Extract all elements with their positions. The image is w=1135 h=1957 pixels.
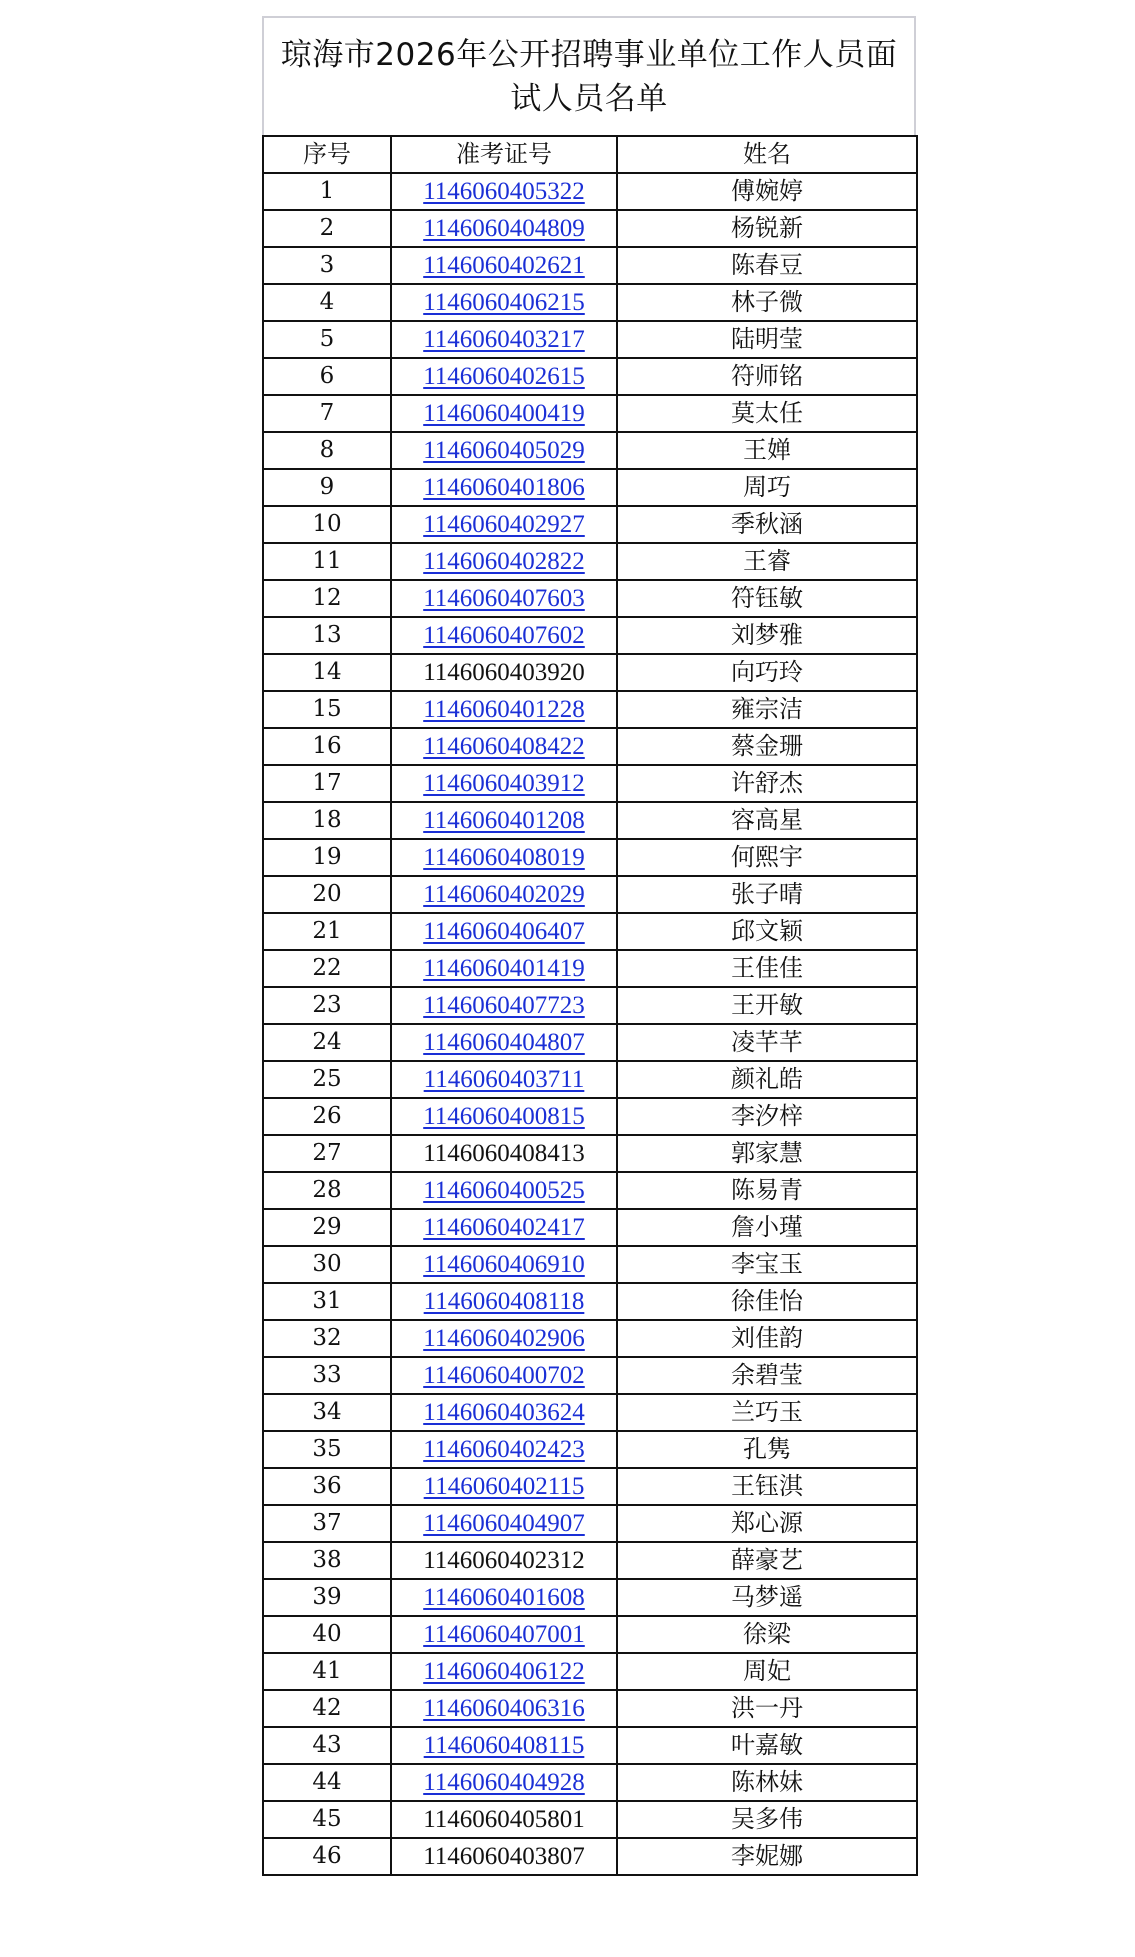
row-seq: 8 [263,432,391,469]
row-seq: 10 [263,506,391,543]
exam-id-link[interactable]: 1146060407602 [423,622,585,649]
row-exam-id-cell [391,1246,617,1283]
exam-id-link[interactable]: 1146060404907 [423,1510,585,1537]
row-name: 洪一丹 [617,1690,917,1727]
exam-id-link[interactable]: 1146060400702 [423,1362,585,1389]
table-row [263,1505,917,1542]
header-exam-id: 准考证号 [391,136,617,173]
exam-id-link[interactable]: 1146060406215 [423,289,585,316]
exam-id-link[interactable]: 1146060403217 [423,326,585,353]
exam-id-link[interactable]: 1146060402822 [423,548,585,575]
row-seq: 12 [263,580,391,617]
row-seq: 22 [263,950,391,987]
row-name: 孔隽 [617,1431,917,1468]
table-row [263,802,917,839]
row-exam-id-cell [391,802,617,839]
row-name: 郭家慧 [617,1135,917,1172]
exam-id-text: 1146060405801 [423,1806,585,1833]
exam-id-link[interactable]: 1146060404809 [423,215,585,242]
row-seq: 37 [263,1505,391,1542]
row-seq: 32 [263,1320,391,1357]
row-name: 容高星 [617,802,917,839]
exam-id-link[interactable]: 1146060407001 [423,1621,585,1648]
table-row [263,839,917,876]
row-name: 王佳佳 [617,950,917,987]
exam-id-link[interactable]: 1146060401228 [423,696,585,723]
row-seq: 18 [263,802,391,839]
row-name: 徐佳怡 [617,1283,917,1320]
row-exam-id-cell [391,210,617,247]
document-title: 琼海市2026年公开招聘事业单位工作人员面试人员名单 [280,36,898,117]
table-row [263,950,917,987]
row-seq: 9 [263,469,391,506]
row-exam-id-cell [391,1024,617,1061]
row-name: 张子晴 [617,876,917,913]
row-name: 杨锐新 [617,210,917,247]
row-name: 许舒杰 [617,765,917,802]
row-seq: 42 [263,1690,391,1727]
exam-id-link[interactable]: 1146060401419 [423,955,585,982]
exam-id-link[interactable]: 1146060401208 [423,807,585,834]
row-exam-id-cell [391,321,617,358]
exam-id-link[interactable]: 1146060402423 [423,1436,585,1463]
row-name: 季秋涵 [617,506,917,543]
row-exam-id-cell [391,1616,617,1653]
exam-id-link[interactable]: 1146060406316 [423,1695,585,1722]
exam-id-text: 1146060408413 [423,1140,585,1167]
table-row [263,1616,917,1653]
table-row [263,543,917,580]
row-seq: 23 [263,987,391,1024]
exam-id-link[interactable]: 1146060401608 [423,1584,585,1611]
row-name: 徐梁 [617,1616,917,1653]
row-seq: 33 [263,1357,391,1394]
row-exam-id-cell [391,1283,617,1320]
candidate-table [262,135,918,1876]
row-exam-id-cell [391,1320,617,1357]
row-name: 刘梦雅 [617,617,917,654]
exam-id-link[interactable]: 1146060406122 [423,1658,585,1685]
row-seq: 28 [263,1172,391,1209]
exam-id-link[interactable]: 1146060403711 [423,1066,585,1093]
exam-id-link[interactable]: 1146060408115 [423,1732,585,1759]
table-row [263,1653,917,1690]
table-row [263,395,917,432]
row-exam-id-cell [391,1505,617,1542]
row-name: 邱文颖 [617,913,917,950]
row-name: 周妃 [617,1653,917,1690]
table-row [263,1246,917,1283]
row-exam-id-cell [391,1468,617,1505]
row-exam-id-cell [391,728,617,765]
exam-id-link[interactable]: 1146060401806 [423,474,585,501]
row-exam-id-cell [391,1135,617,1172]
table-row [263,1431,917,1468]
row-name: 周巧 [617,469,917,506]
row-name: 莫太任 [617,395,917,432]
row-exam-id-cell [391,654,617,691]
row-exam-id-cell [391,1801,617,1838]
row-exam-id-cell [391,1061,617,1098]
table-row [263,765,917,802]
row-name: 詹小瑾 [617,1209,917,1246]
table-row [263,284,917,321]
table-row [263,580,917,617]
exam-id-link[interactable]: 1146060405029 [423,437,585,464]
exam-id-link[interactable]: 1146060405322 [423,178,585,205]
row-exam-id-cell [391,1727,617,1764]
exam-id-link[interactable]: 1146060400419 [423,400,585,427]
table-row [263,1283,917,1320]
row-name: 陆明莹 [617,321,917,358]
exam-id-link[interactable]: 1146060404807 [423,1029,585,1056]
row-name: 陈易青 [617,1172,917,1209]
row-name: 王睿 [617,543,917,580]
table-row [263,210,917,247]
table-row [263,1764,917,1801]
table-header-row [263,136,917,173]
row-name: 蔡金珊 [617,728,917,765]
exam-id-link[interactable]: 1146060402115 [423,1473,585,1500]
row-name: 马梦遥 [617,1579,917,1616]
table-row [263,506,917,543]
exam-id-link[interactable]: 1146060402927 [423,511,585,538]
exam-id-link[interactable]: 1146060407603 [423,585,585,612]
header-seq: 序号 [263,136,391,173]
row-seq: 41 [263,1653,391,1690]
table-row [263,913,917,950]
table-row [263,469,917,506]
row-seq: 24 [263,1024,391,1061]
exam-id-link[interactable]: 1146060408019 [423,844,585,871]
row-seq: 38 [263,1542,391,1579]
row-seq: 43 [263,1727,391,1764]
row-seq: 29 [263,1209,391,1246]
exam-id-link[interactable]: 1146060406910 [423,1251,585,1278]
table-row [263,321,917,358]
row-exam-id-cell [391,987,617,1024]
row-seq: 30 [263,1246,391,1283]
row-seq: 21 [263,913,391,950]
table-row [263,654,917,691]
table-row [263,987,917,1024]
row-name: 刘佳韵 [617,1320,917,1357]
exam-id-link[interactable]: 1146060400815 [423,1103,585,1130]
row-seq: 31 [263,1283,391,1320]
row-name: 陈林妹 [617,1764,917,1801]
row-seq: 2 [263,210,391,247]
row-seq: 3 [263,247,391,284]
exam-id-link[interactable]: 1146060404928 [423,1769,585,1796]
row-exam-id-cell [391,1357,617,1394]
row-name: 符师铭 [617,358,917,395]
row-name: 何熙宇 [617,839,917,876]
exam-id-link[interactable]: 1146060408422 [423,733,585,760]
row-exam-id-cell [391,432,617,469]
document-sheet [262,16,916,1876]
row-name: 陈春豆 [617,247,917,284]
exam-id-link[interactable]: 1146060408118 [423,1288,585,1315]
row-exam-id-cell [391,1690,617,1727]
row-exam-id-cell [391,1172,617,1209]
row-name: 李妮娜 [617,1838,917,1875]
row-seq: 4 [263,284,391,321]
row-seq: 11 [263,543,391,580]
row-seq: 40 [263,1616,391,1653]
table-row [263,358,917,395]
table-row [263,1579,917,1616]
row-name: 雍宗洁 [617,691,917,728]
table-row [263,1801,917,1838]
row-seq: 27 [263,1135,391,1172]
header-name: 姓名 [617,136,917,173]
row-exam-id-cell [391,173,617,210]
row-exam-id-cell [391,691,617,728]
row-exam-id-cell [391,284,617,321]
row-seq: 13 [263,617,391,654]
exam-id-link[interactable]: 1146060403624 [423,1399,585,1426]
row-exam-id-cell [391,358,617,395]
exam-id-link[interactable]: 1146060400525 [423,1177,585,1204]
table-row [263,1838,917,1875]
exam-id-link[interactable]: 1146060406407 [423,918,585,945]
row-name: 余碧莹 [617,1357,917,1394]
row-seq: 7 [263,395,391,432]
exam-id-link[interactable]: 1146060402029 [423,881,585,908]
row-name: 凌芊芊 [617,1024,917,1061]
row-exam-id-cell [391,617,617,654]
row-exam-id-cell [391,1098,617,1135]
table-row [263,1357,917,1394]
exam-id-text: 1146060403807 [423,1843,585,1870]
row-name: 向巧玲 [617,654,917,691]
row-exam-id-cell [391,913,617,950]
row-seq: 39 [263,1579,391,1616]
row-exam-id-cell [391,1209,617,1246]
table-row [263,1024,917,1061]
table-row [263,432,917,469]
row-exam-id-cell [391,1653,617,1690]
row-exam-id-cell [391,1542,617,1579]
row-name: 颜礼皓 [617,1061,917,1098]
table-row [263,691,917,728]
row-exam-id-cell [391,580,617,617]
row-seq: 36 [263,1468,391,1505]
row-name: 吴多伟 [617,1801,917,1838]
table-row [263,617,917,654]
row-name: 兰巧玉 [617,1394,917,1431]
row-name: 王开敏 [617,987,917,1024]
row-name: 李汐梓 [617,1098,917,1135]
table-row [263,1320,917,1357]
row-seq: 45 [263,1801,391,1838]
exam-id-text: 1146060403920 [423,659,585,686]
row-seq: 6 [263,358,391,395]
table-row [263,1542,917,1579]
exam-id-link[interactable]: 1146060402615 [423,363,585,390]
table-body [263,173,917,1875]
table-row [263,1690,917,1727]
table-row [263,1172,917,1209]
table-row [263,247,917,284]
row-seq: 16 [263,728,391,765]
row-exam-id-cell [391,1579,617,1616]
exam-id-link[interactable]: 1146060402906 [423,1325,585,1352]
row-name: 符钰敏 [617,580,917,617]
row-seq: 35 [263,1431,391,1468]
exam-id-text: 1146060402312 [423,1547,585,1574]
row-name: 王钰淇 [617,1468,917,1505]
table-row [263,1098,917,1135]
row-name: 傅婉婷 [617,173,917,210]
table-row [263,728,917,765]
row-exam-id-cell [391,1764,617,1801]
row-seq: 44 [263,1764,391,1801]
row-seq: 46 [263,1838,391,1875]
row-name: 叶嘉敏 [617,1727,917,1764]
row-exam-id-cell [391,469,617,506]
row-seq: 25 [263,1061,391,1098]
row-seq: 15 [263,691,391,728]
table-row [263,1727,917,1764]
table-row [263,1394,917,1431]
table-row [263,1135,917,1172]
row-exam-id-cell [391,1394,617,1431]
row-seq: 34 [263,1394,391,1431]
row-exam-id-cell [391,765,617,802]
table-row [263,1209,917,1246]
row-seq: 14 [263,654,391,691]
table-row [263,1061,917,1098]
exam-id-link[interactable]: 1146060402621 [423,252,585,279]
row-exam-id-cell [391,1838,617,1875]
row-seq: 26 [263,1098,391,1135]
row-name: 林子微 [617,284,917,321]
table-row [263,173,917,210]
table-row [263,876,917,913]
row-name: 郑心源 [617,1505,917,1542]
row-exam-id-cell [391,247,617,284]
row-exam-id-cell [391,506,617,543]
exam-id-link[interactable]: 1146060403912 [423,770,585,797]
exam-id-link[interactable]: 1146060402417 [423,1214,585,1241]
row-exam-id-cell [391,839,617,876]
row-exam-id-cell [391,1431,617,1468]
row-seq: 17 [263,765,391,802]
row-exam-id-cell [391,543,617,580]
row-seq: 1 [263,173,391,210]
row-seq: 20 [263,876,391,913]
title-box [262,16,916,135]
row-exam-id-cell [391,395,617,432]
row-name: 李宝玉 [617,1246,917,1283]
row-exam-id-cell [391,950,617,987]
exam-id-link[interactable]: 1146060407723 [423,992,585,1019]
row-seq: 5 [263,321,391,358]
table-row [263,1468,917,1505]
row-name: 薛豪艺 [617,1542,917,1579]
row-name: 王婵 [617,432,917,469]
row-seq: 19 [263,839,391,876]
row-exam-id-cell [391,876,617,913]
